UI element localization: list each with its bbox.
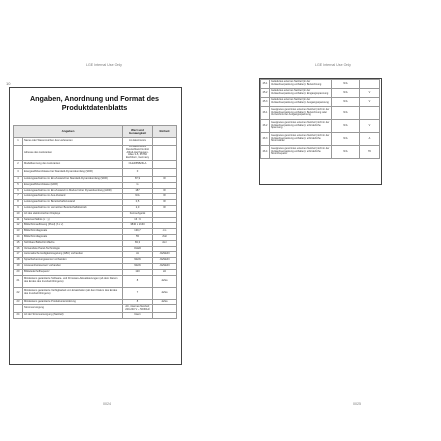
row-value: 139,7: [123, 229, 153, 235]
row-value: G: [123, 182, 153, 188]
table-row: [14, 305, 177, 313]
row-label: Seitenverhältnis (x : y): [23, 217, 123, 223]
row-label: Energieeffizienzklasse (HDR): [23, 182, 123, 188]
row-label: Mindestens garantierte Software- und Firmware-Aktualisierungen (ab dem Datum des Endes des Inverkehrbringens): [23, 275, 123, 287]
row-number: 6: [14, 188, 23, 194]
row-number: 17: [14, 252, 23, 258]
row-value: N/A: [332, 80, 360, 89]
row-unit: [153, 313, 177, 319]
row-value: 7: [123, 287, 153, 299]
row-value: JA: [123, 252, 153, 258]
row-label: Bildschirmdiagonale: [23, 229, 123, 235]
row-number: 1: [14, 138, 23, 146]
row-unit: W: [153, 205, 177, 211]
table-row: [14, 287, 177, 299]
row-value: OLED55B26LA: [123, 160, 153, 168]
row-unit: Jahre: [153, 287, 177, 299]
table-row: [261, 80, 380, 89]
table-row: [14, 313, 177, 319]
row-number: 8: [14, 200, 23, 206]
row-unit: JA/NEIN: [153, 258, 177, 264]
row-label: Geliefertes externes Netzteil (in der Verkaufsverpackung enthalten): Eingangsspannung: [270, 89, 332, 98]
row-number: 2: [14, 160, 23, 168]
table-row: [14, 168, 177, 176]
row-label: Verwendete Panel-Technologie: [23, 246, 123, 252]
row-unit: W: [153, 188, 177, 194]
row-label: Spracherkennungssensor vorhanden: [23, 258, 123, 264]
row-label: Leistungsaufnahme im Aus-Zustand: [23, 194, 123, 200]
row-label: Energieeffizienzklasse bei Standard-Dynamikumfang (SDR): [23, 168, 123, 176]
row-number: 25.2: [261, 89, 270, 98]
row-value: N/A: [332, 133, 360, 146]
table-row: [261, 133, 380, 146]
row-label: Stromversorgung: [23, 305, 123, 313]
column-header: Angaben: [14, 126, 123, 138]
row-unit: [360, 107, 380, 120]
row-unit: W: [153, 176, 177, 182]
row-number: 9: [14, 205, 23, 211]
table-row: [14, 146, 177, 161]
row-label: Modellkennung des Lieferanten: [23, 160, 123, 168]
row-number: 24: [14, 313, 23, 319]
row-unit: Jahre: [153, 275, 177, 287]
row-unit: Zoll: [153, 234, 177, 240]
datasheet-title: Angaben, Anordnung und Format des Produktdatenblatts: [29, 94, 160, 112]
row-unit: V: [360, 98, 380, 107]
row-number: 22: [14, 287, 23, 299]
row-unit: JA/NEIN: [153, 252, 177, 258]
row-unit: [153, 168, 177, 176]
row-label: Geeignetes genormtes externes Netzteil (nicht in der Verkaufsverpackung enthalten): Bezeichnung oder Verzeichnis der Ausgangsspannung: [270, 107, 332, 120]
row-label: Geliefertes externes Netzteil (in der Verkaufsverpackung enthalten): Ausgangsspannung: [270, 98, 332, 107]
row-label: Bildschirmauflösung (Pixel) (h x v): [23, 223, 123, 229]
page-footer: 0024: [103, 402, 111, 406]
row-label: Sichtbare Bildschirmfläche: [23, 240, 123, 246]
row-unit: Jahre: [153, 299, 177, 305]
row-unit: [153, 305, 177, 313]
row-label: Bildwiederholfrequenz: [23, 269, 123, 275]
row-unit: [153, 160, 177, 168]
row-value: 3840 x 2160: [123, 223, 153, 229]
row-number: 20: [14, 269, 23, 275]
row-label: Leistungsaufnahme im vernetzten Bereitschaftsbetrieb: [23, 205, 123, 211]
row-number: 23: [14, 299, 23, 305]
row-label: Adresse des Lieferanten: [23, 146, 123, 161]
row-unit: [153, 138, 177, 146]
row-value: 8: [123, 275, 153, 287]
row-value: LG Electronics Deutschland GmbH Alfred-Herrhausen-Allee 3-5, 65760 Eschborn, Germany: [123, 146, 153, 161]
row-number: 7: [14, 194, 23, 200]
row-unit: cm: [153, 229, 177, 235]
row-label: Bildschirmdiagonale: [23, 234, 123, 240]
table-row: [261, 107, 380, 120]
table-row: [261, 89, 380, 98]
row-unit: JA/NEIN: [153, 263, 177, 269]
row-label: Anwesenheitssensor vorhanden: [23, 263, 123, 269]
row-value: N/A: [332, 120, 360, 133]
row-label: Geliefertes externes Netzteil (in der Verkaufsverpackung enthalten): Bezeichnung: [270, 80, 332, 89]
row-number: 25.3: [261, 98, 270, 107]
row-unit: Hz: [153, 269, 177, 275]
row-value: N/A: [123, 194, 153, 200]
row-value: N/A: [332, 146, 360, 159]
row-number: 4: [14, 176, 23, 182]
row-value: NEIN: [123, 263, 153, 269]
page-footer: 0025: [353, 402, 361, 406]
row-value: 55: [123, 234, 153, 240]
column-header: Einheit: [153, 126, 177, 138]
row-number: 26.2: [261, 120, 270, 133]
row-value: NEIN: [123, 258, 153, 264]
row-value: LG Electronics: [123, 138, 153, 146]
product-datasheet-table: [13, 125, 177, 319]
row-label: Leistungsaufnahme im Ein-Zustand im Modus hoher Dynamikumfang (HDR): [23, 188, 123, 194]
row-number: 26.4: [261, 146, 270, 159]
row-number: 15: [14, 240, 23, 246]
internal-use-note: LGE Internal Use Only: [86, 63, 122, 67]
row-number: 21: [14, 275, 23, 287]
row-unit: dm²: [153, 240, 177, 246]
internal-use-note: LGE Internal Use Only: [315, 63, 351, 67]
row-label: Mindestens garantierte Verfügbarkeit von Ersatzteilen (ab dem Datum des Endes des Inverkehrbringens): [23, 287, 123, 299]
row-number: 26.1: [261, 107, 270, 120]
row-unit: W: [153, 200, 177, 206]
table-row: [261, 98, 380, 107]
row-number: 18: [14, 258, 23, 264]
row-value: 187: [123, 188, 153, 194]
row-number: 11: [14, 217, 23, 223]
row-value: 87,9: [123, 176, 153, 182]
row-label: Automatische Helligkeitsregelung (ABC) vorhanden: [23, 252, 123, 258]
row-label: Leistungsaufnahme im Ein-Zustand bei Standard-Dynamikumfang (SDR): [23, 176, 123, 182]
row-label: Art des elektronischen Displays: [23, 211, 123, 217]
row-value: 120: [123, 269, 153, 275]
row-unit: Hz: [360, 146, 380, 159]
column-header: Wert und Genauigkeit: [123, 126, 153, 138]
row-label: Mindestens garantierte Produktunterstützung: [23, 299, 123, 305]
table-row: [14, 138, 177, 146]
row-value: AC, internes Netzteil; 220-240 V ~ 50/60Hz: [123, 305, 153, 313]
row-unit: W: [153, 194, 177, 200]
row-number: 3: [14, 168, 23, 176]
table-header-row: [14, 126, 177, 138]
table-row: [14, 160, 177, 168]
row-value: 16 : 9: [123, 217, 153, 223]
table-row: [14, 275, 177, 287]
row-value: 0,5: [123, 200, 153, 206]
row-value: N/A: [332, 98, 360, 107]
row-number: 5: [14, 182, 23, 188]
row-unit: [360, 80, 380, 89]
row-value: N/A: [332, 107, 360, 120]
row-number: 16: [14, 246, 23, 252]
row-number: 14: [14, 234, 23, 240]
row-label: Leistungsaufnahme im Bereitschaftszustand: [23, 200, 123, 206]
row-unit: V: [360, 89, 380, 98]
row-value: Intern: [123, 313, 153, 319]
row-number: 19: [14, 263, 23, 269]
row-value: 8: [123, 299, 153, 305]
row-label: Geeignetes genormtes externes Netzteil (nicht in der Verkaufsverpackung enthalten): erforderliche Stromstärke: [270, 133, 332, 146]
row-number: [14, 305, 23, 313]
row-number: [14, 146, 23, 161]
table-row: [261, 120, 380, 133]
row-label: Art der Stromversorgung (Netzteil): [23, 313, 123, 319]
table-row: [261, 146, 380, 159]
row-value: 83,3: [123, 240, 153, 246]
right-page: [221, 0, 441, 441]
row-unit: A: [360, 133, 380, 146]
row-value: Fernsehgerät: [123, 211, 153, 217]
page-number: 10: [6, 81, 11, 86]
row-value: 2,0: [123, 205, 153, 211]
row-unit: V: [360, 120, 380, 133]
row-number: 10: [14, 211, 23, 217]
row-unit: [153, 146, 177, 161]
row-label: Geeignetes genormtes externes Netzteil (nicht in der Verkaufsverpackung enthalten): erforderliche Spannung: [270, 120, 332, 133]
row-number: 25.1: [261, 80, 270, 89]
row-value: F: [123, 168, 153, 176]
row-number: 13: [14, 229, 23, 235]
row-label: Name oder Warenzeichen des Lieferanten: [23, 138, 123, 146]
row-value: OLED: [123, 246, 153, 252]
power-supply-table: [260, 79, 380, 159]
row-number: 12: [14, 223, 23, 229]
row-value: N/A: [332, 89, 360, 98]
left-page: [0, 0, 220, 441]
row-label: Geeignetes genormtes externes Netzteil (nicht in der Verkaufsverpackung enthalten): erforderliche Stromfrequenz: [270, 146, 332, 159]
row-number: 26.3: [261, 133, 270, 146]
